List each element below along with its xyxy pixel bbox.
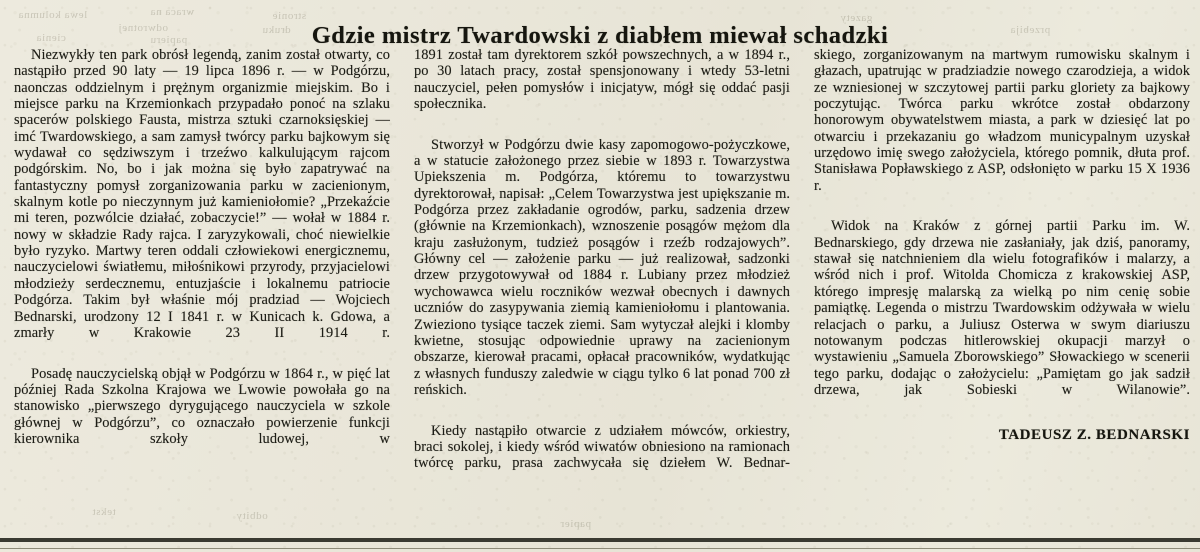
bleed-through-text: przebija xyxy=(1010,24,1051,36)
bleed-through-text: papier xyxy=(560,518,592,530)
bleed-through-text: odbity xyxy=(236,510,268,522)
article-byline: TADEUSZ Z. BEDNARSKI xyxy=(998,426,1190,443)
bleed-through-text: druku xyxy=(262,24,291,36)
bleed-through-text: cienia xyxy=(36,32,66,44)
bleed-through-text: odwrotnej xyxy=(118,22,169,34)
bleed-through-text: gazety xyxy=(840,12,873,24)
bleed-through-text: papieru xyxy=(150,34,188,46)
article-paragraph: Niezwykły ten park obrósł legendą, zanim został otwarty, co nastąpiło przed 90 laty — 19 lipca 1896 r. — w Podgórzu, naonczas oddzielnym i prężnym organizmie miejskim. Bo i miejsce parku na Krzemionkach przypadało ponoć na szlaku spacerów polskiego Fausta, mistrza sztuki czarnoksięskiej — imć Twardowskiego, a sam zamysł twórcy parku bajkowym się wydawał co sędziwszym i trzeźwo kalkulującym rajcom podgórskim. No, bo i jak można się było zapatrywać na fantastyczny pomysł zorganizowania parku w zacienionym, skalnym kotle po nieczynnym już kamieniołomie? „Przekaźcie mi teren, pozwólcie działać, zobaczycie!” — wołał w 1884 r. nowy w składzie Rady rajca. I zaryzykowali, choć niewielkie było ryzyko. Martwy teren oddali człowiekowi energicznemu, nauczycielowi światłemu, miłośnikowi przyrody, przyjacielowi młodzieży serdecznemu, entuzjaście i lokalnemu patriocie Podgórza. Takim był właśnie mój pradziad — Wojciech Bednarski, urodzony 12 I 1841 r. w Kunicach k. Gdowa, a zmarły w Krakowie 23 II 1914 r. xyxy=(14,47,390,341)
bleed-through-text: lewa kolumna xyxy=(18,9,88,21)
bleed-through-text: stronie xyxy=(272,10,307,22)
article-headline: Gdzie mistrz Twardowski z diabłem miewał schadzki xyxy=(311,22,889,50)
article-paragraph: 1891 został tam dyrektorem szkół powszechnych, a w 1894 r., po 30 latach pracy, został spensjonowany i wtedy 53-letni nauczyciel, pełen pomysłów i inicjatyw, mógł się oddać pasji społecznika. xyxy=(414,47,790,113)
bottom-rule-thin xyxy=(0,548,1200,549)
article-column xyxy=(14,47,390,532)
article-paragraph: Widok na Kraków z górnej partii Parku im. W. Bednarskiego, gdy drzewa nie zasłaniały, jak dziś, panoramy, stawał się natchnieniem dla wielu fotografików i malarzy, a wśród nich i prof. Witolda Chomicza z krakowskiej ASP, którego impresję malarską za wielką po nim cenię sobie pamiątkę. Legenda o mistrzu Twardowskim odżywała w wielu relacjach o parku, a Juliusz Osterwa w swym diariuszu notowanym podczas hitlerowskiej okupacji marzył o wystawieniu „Samuela Zborowskiego” Słowackiego w scenerii tego parku, dodając o założycielu: „Pamiętam go jak sadził drzewa, jak Sobieski w Wilanowie”. xyxy=(814,218,1190,398)
article-paragraph: Posadę nauczycielską objął w Podgórzu w 1864 r., w pięć lat później Rada Szkolna Krajowa we Lwowie powołała go na stanowisko „pierwszego dyrygującego nauczyciela w szkole głównej w Podgórzu”, co oznaczało powierzenie funkcji kierownika szkoły ludowej, w xyxy=(14,365,390,447)
bottom-rule-thick xyxy=(0,538,1200,542)
article-columns xyxy=(14,47,1190,532)
article-column xyxy=(814,47,1190,532)
article-column xyxy=(414,47,790,532)
article-paragraph: Kiedy nastąpiło otwarcie z udziałem mówców, orkiestry, braci sokolej, i kiedy wśród wiwatów obniesiono na ramionach twórcę parku, prasa zachwycała się dziełem W. Bednar- xyxy=(414,422,790,472)
bleed-through-text: tekst xyxy=(92,506,116,518)
bleed-through-text: wraca na xyxy=(150,6,195,18)
article-paragraph: skiego, zorganizowanym na martwym rumowisku skalnym i głazach, upatrując w pradziadzie nowego czarodzieja, a widok ze wzniesionej w szczytowej partii parku gloriety za bajkowy poczytując. Twórca parku wkrótce został obdarzony honorowym obywatelstwem miasta, a park w dziesięć lat po otwarciu i przekazaniu go władzom municypalnym uzyskał urzędowo imię swego założyciela, którego pomnik, dłuta prof. Stanisława Popławskiego z ASP, odsłonięto w parku 15 X 1936 r. xyxy=(814,47,1190,194)
article-paragraph: Stworzył w Podgórzu dwie kasy zapomogowo-pożyczkowe, a w statucie założonego przez siebie w 1893 r. Towarzystwa Upiekszenia m. Podgórza, któremu to towarzystwu dyrektorował, napisał: „Celem Towarzystwa jest upiększanie m. Podgórza przez zakładanie ogrodów, parku, sadzenia drzew (głównie na Krzemionkach), wznoszenie posągów mężom dla kraju zasłużonym, tudzież posągów i rzeźb rodzajowych”. Główny cel — założenie parku — już realizował, sadzonki drzew przygotowywał od 1884 r. Lubiany przez młodzież wychowawca wielu roczników wezwał obecnych i dawnych uczniów do zasypywania ziemią kamieniołomu i plantowania. Zwieziono tysiące taczek ziemi. Sam wytyczał alejki i klomby kwietne, stosując odpowiednie uprawy na zacienionym obszarze, kierował pracami, opłacał pracowników, wydatkując z własnych funduszy zaledwie w ciągu tylko 6 lat ponad 700 zł reńskich. xyxy=(414,136,790,398)
